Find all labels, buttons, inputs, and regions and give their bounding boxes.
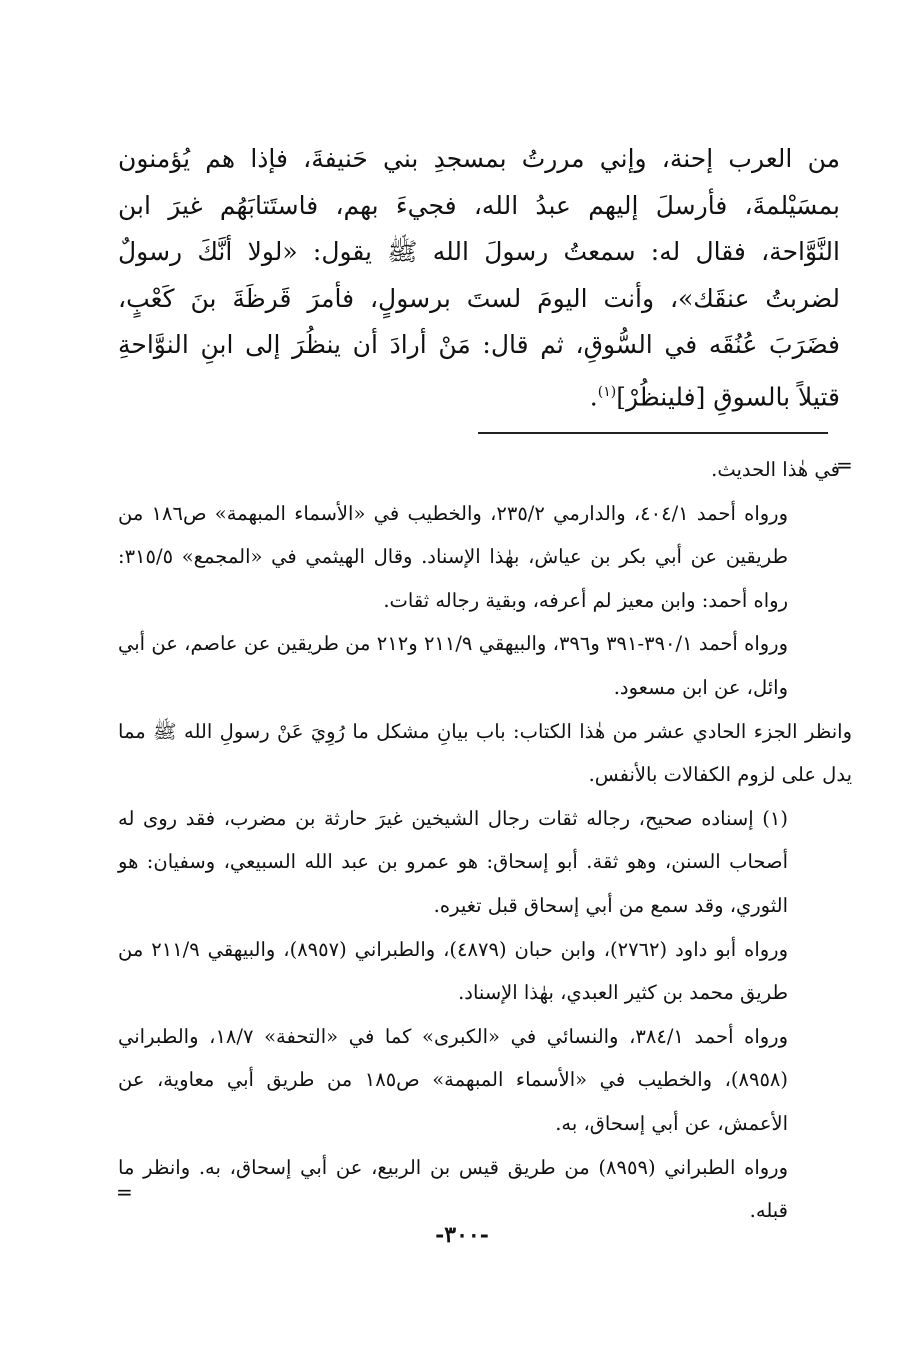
main-text-body: من العرب إحنة، وإني مررتُ بمسجدِ بني حَنيفةَ، فإذا هم يُؤمنون بمسَيْلمةَ، فأرسلَ إليهم عبدُ الله، فجيءَ بهم، فاستَتابَهُم غيرَ ابن النَّوَّاحة، فقال له: سمعتُ رسولَ الله ﷺ يقول: «لولا أنَّكَ رسولٌ لضربتُ عنقَك»، وأنت اليومَ لستَ برسولٍ، فأمرَ قَرظَةَ بنَ كَعْبٍ، فضَرَبَ عُنُقَه في السُّوقِ، ثم قال: مَنْ أرادَ أن ينظُرَ إلى ابنِ النوَّاحةِ قتيلاً بالسوقِ [فلينظُرْ]: [118, 144, 840, 411]
footnote-paragraph: ورواه أحمد ٣٨٤/١، والنسائي في «الكبرى» كما في «التحفة» ١٨/٧، والطبراني (٨٩٥٨)، والخطيب في «الأسماء المبهمة» ص١٨٥ من طريق أبي معاوية، عن الأعمش، عن أبي إسحاق، به.: [118, 1024, 789, 1135]
main-text: [118, 136, 840, 420]
footnote-paragraph: ورواه أحمد ٤٠٤/١، والدارمي ٢٣٥/٢، والخطيب في «الأسماء المبهمة» ص١٨٦ من طريقين عن أبي بكر بن عياش، بهٰذا الإسناد. وقال الهيثمي في «المجمع» ٣١٥/٥: رواه أحمد: وابن معيز لم أعرفه، وبقية رجاله ثقات.: [118, 501, 788, 612]
continuation-mark-bottom: =: [116, 1180, 133, 1204]
footnote-separator: [478, 432, 828, 434]
footnote-continuation: في هٰذا الحديث.: [711, 458, 840, 481]
footnote-paragraph: ورواه الطبراني (٨٩٥٩) من طريق قيس بن الربيع، عن أبي إسحاق، به. وانظر ما قبله.: [118, 1155, 788, 1223]
footnote-paragraph: ورواه أبو داود (٢٧٦٢)، وابن حبان (٤٨٧٩)، والطبراني (٨٩٥٧)، والبيهقي ٢١١/٩ من طريق محمد بن كثير العبدي، بهٰذا الإسناد.: [118, 937, 789, 1005]
footnote-reference: (١): [597, 383, 617, 400]
continuation-mark-top: =: [836, 453, 853, 477]
footnotes: [118, 448, 852, 1233]
main-text-end: .: [589, 381, 598, 411]
page-number: -٣٠٠-: [435, 1222, 489, 1248]
main-paragraph: [118, 136, 840, 420]
footnote-1: (١) إسناده صحيح، رجاله ثقات رجال الشيخين غيرَ حارثة بن مضرب، فقد روى له أصحاب السنن، وهو ثقة. أبو إسحاق: هو عمرو بن عبد الله السبيعي، وسفيان: هو الثوري، وقد سمع من أبي إسحاق قبل تغيره.: [118, 806, 788, 917]
footnote-paragraph: وانظر الجزء الحادي عشر من هٰذا الكتاب: باب بيانِ مشكل ما رُوِيَ عَنْ رسولِ الله ﷺ مما يدل على لزوم الكفالات بالأنفس.: [118, 719, 852, 787]
footnote-paragraph: ورواه أحمد ٣٩٠/١-٣٩١ و٣٩٦، والبيهقي ٢١١/٩ و٢١٢ من طريقين عن عاصم، عن أبي وائل، عن ابن مسعود.: [118, 632, 789, 699]
